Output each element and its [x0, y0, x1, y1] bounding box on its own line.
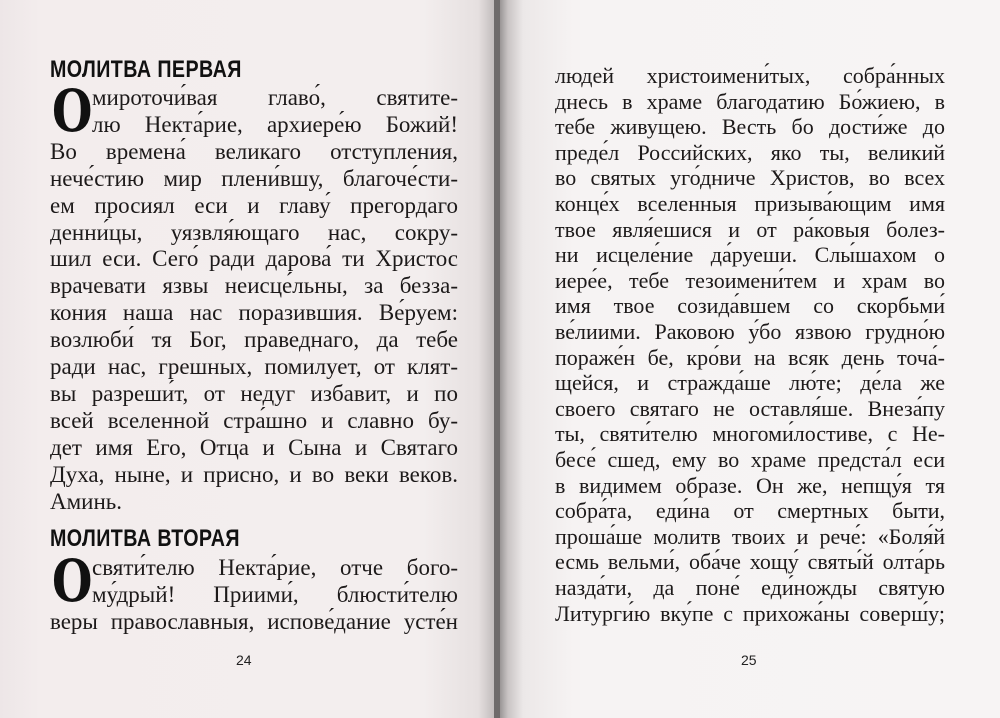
prayer-1-text-line: ем просиял еси и главу́ прегордаго [50, 192, 458, 218]
prayer-2-drop-cap: О [52, 547, 93, 615]
prayer-1-text-line: нече́стию мир плени́вшу, благоче́сти- [50, 165, 458, 191]
prayer-1-text-line: возлюби́ тя Бог, праведнаго, да тебе [50, 327, 458, 353]
right-page-text-line: иере́е, тебе тезоимени́тем и храм во [555, 267, 945, 293]
right-page-text-line: собра́та, еди́на от смертных быти, [555, 498, 945, 524]
prayer-1-text-line: вы разреши́т, от недуг избавит, и по [50, 380, 458, 406]
right-page-text-line: проша́ше молитв твоих и рече́: «Боля́й [555, 523, 945, 549]
prayer-1-text-line: Во времена́ великаго отступления, [50, 138, 458, 164]
right-page-text-line: есмь вельми́, оба́че хощу́ святы́й олта́рь [555, 549, 945, 575]
right-page-text-line: твое явля́ешися и от ра́ковыя болез- [555, 216, 945, 242]
prayer-2-text-line: святи́телю Некта́рие, отче бого- [92, 555, 458, 580]
right-page-text-line: во святых уго́дниче Христов, во всех [555, 165, 945, 191]
prayer-2-text-line: веры православныя, испове́дание усте́н [50, 609, 458, 634]
prayer-1-title: МОЛИТВА ПЕРВАЯ [50, 56, 242, 83]
right-page-text-line: людей христоимени́тых, собра́нных [555, 63, 945, 88]
right-page-text-line: имя твое созида́вшем со скорбьми́ [555, 293, 945, 319]
right-page-text-line: Литурги́ю вку́пе с прихожа́ны соверш́у; [555, 600, 945, 626]
prayer-2-text-line: му́дрый! Приими́, блюсти́телю [92, 582, 458, 607]
right-page-text-line: назда́ти, да поне́ еди́ножды святую [555, 575, 945, 600]
right-page-text-line: днесь в храме благодатию Бо́жиею, в [555, 88, 945, 114]
right-page-text-line: пораже́н бе, кро́ви на всяк день точа́- [555, 344, 945, 370]
right-page-text-line: конце́х вселенныя призыва́ющим имя [555, 191, 945, 216]
prayer-1-text-line: дет имя Его, Отца и Сына и Святаго [50, 434, 458, 460]
book-gutter [494, 0, 500, 718]
prayer-1-text-line: шил еси. Сего́ ради дарова́ ти Христос [50, 246, 458, 272]
prayer-1-text-line: всей вселенной стра́шно и славно бу- [50, 407, 458, 433]
right-page-text-line: в видимем образе. Он же, непщу́я тя [555, 472, 945, 498]
right-page-text-line: тебе живущею. Весть бо дости́же до [555, 114, 945, 140]
right-page-text-line: ты, святи́телю многоми́лостиве, с Не- [555, 421, 945, 447]
prayer-1-text-line: врачевати язвы неисце́льны, за безза- [50, 273, 458, 299]
prayer-1-text-line: денни́цы, уязвля́ющаго нас, сокру- [50, 219, 458, 245]
right-page-text-line: ве́лиими. Раковою у́бо язвою грудно́ю [555, 319, 945, 344]
right-page-text-line: своего святаго не оставля́ше. Внеза́пу [555, 395, 945, 421]
prayer-1-text-line: Духа, ныне, и присно, и во веки веков. [50, 461, 458, 487]
right-page-text-line: преде́л Российских, яко ты, великий [555, 139, 945, 165]
prayer-1-text-line: лю Некта́рие, архиере́ю Божий! [92, 111, 458, 137]
prayer-1-drop-cap: О [52, 77, 93, 145]
right-page-text-line: щейся, и стражда́ше лю́те; де́ла же [555, 370, 945, 396]
page-number-right: 25 [741, 652, 757, 668]
prayer-1-text-line: Аминь. [50, 488, 123, 514]
prayer-1-text-line: кония наша нас поразившия. Ве́руем: [50, 300, 458, 326]
right-page-text-line: ни исцеле́ние да́руеши. Слы́шахом о [555, 242, 945, 268]
prayer-2-title: МОЛИТВА ВТОРАЯ [50, 525, 240, 552]
prayer-1-text-line: ради нас, грешных, помилует, от клят- [50, 354, 458, 379]
right-page-text-line: бесе́ сшед, ему во храме предста́л еси [555, 447, 945, 472]
page-number-left: 24 [236, 652, 252, 668]
prayer-1-text-line: мироточи́вая главо́, святите- [92, 85, 458, 110]
